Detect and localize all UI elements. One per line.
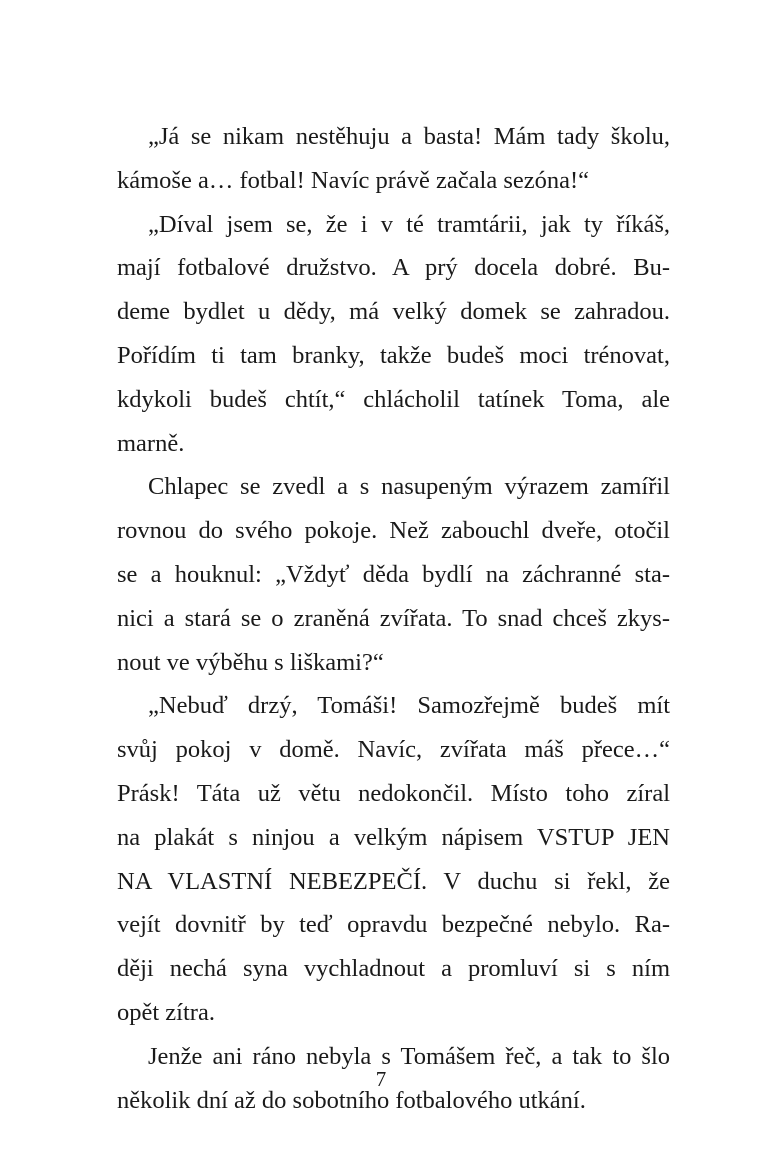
text-line: „Díval jsem se, že i v té tramtárii, jak ty říkáš,: [148, 210, 670, 238]
text-line: deme bydlet u dědy, má velký domek se zahradou.: [117, 298, 670, 326]
text-line: několik dní až do sobotního fotbalového utkání.: [117, 1086, 586, 1114]
body-text: [117, 115, 670, 1122]
paragraph: [117, 115, 670, 203]
text-line: nici a stará se o zraněná zvířata. To snad chceš zkys-: [117, 604, 670, 632]
text-line: opět zítra.: [117, 998, 215, 1026]
text-line: Jenže ani ráno nebyla s Tomášem řeč, a tak to šlo: [148, 1042, 670, 1070]
text-line: „Já se nikam nestěhuju a basta! Mám tady školu,: [148, 123, 670, 150]
text-line: Chlapec se zvedl a s nasupeným výrazem zamířil: [148, 473, 670, 501]
paragraph: [117, 465, 670, 684]
text-line: NA VLASTNÍ NEBEZPEČÍ. V duchu si řekl, že: [117, 867, 670, 895]
text-line: nout ve výběhu s liškami?“: [117, 648, 384, 676]
text-line: vejít dovnitř by teď opravdu bezpečné nebylo. Ra-: [117, 911, 670, 939]
text-line: kdykoli budeš chtít,“ chlácholil tatínek Toma, ale: [117, 385, 670, 413]
text-line: rovnou do svého pokoje. Než zabouchl dveře, otočil: [117, 517, 670, 545]
text-line: na plakát s ninjou a velkým nápisem VSTUP JEN: [117, 823, 670, 851]
paragraph: [117, 203, 670, 466]
text-line: mají fotbalové družstvo. A prý docela dobré. Bu-: [117, 254, 670, 282]
text-line: se a houknul: „Vždyť děda bydlí na záchranné sta-: [117, 560, 670, 588]
text-line: kámoše a… fotbal! Navíc právě začala sezóna!“: [117, 166, 590, 194]
page-number: 7: [375, 1067, 387, 1091]
text-line: svůj pokoj v domě. Navíc, zvířata máš přece…“: [117, 736, 670, 764]
text-line: Prásk! Táta už větu nedokončil. Místo toho zíral: [117, 779, 670, 807]
paragraph: [117, 684, 670, 1034]
text-line: „Nebuď drzý, Tomáši! Samozřejmě budeš mít: [148, 692, 670, 720]
text-line: ději nechá syna vychladnout a promluví si s ním: [117, 955, 670, 983]
text-line: marně.: [117, 429, 185, 457]
text-line: Pořídím ti tam branky, takže budeš moci trénovat,: [117, 341, 670, 369]
